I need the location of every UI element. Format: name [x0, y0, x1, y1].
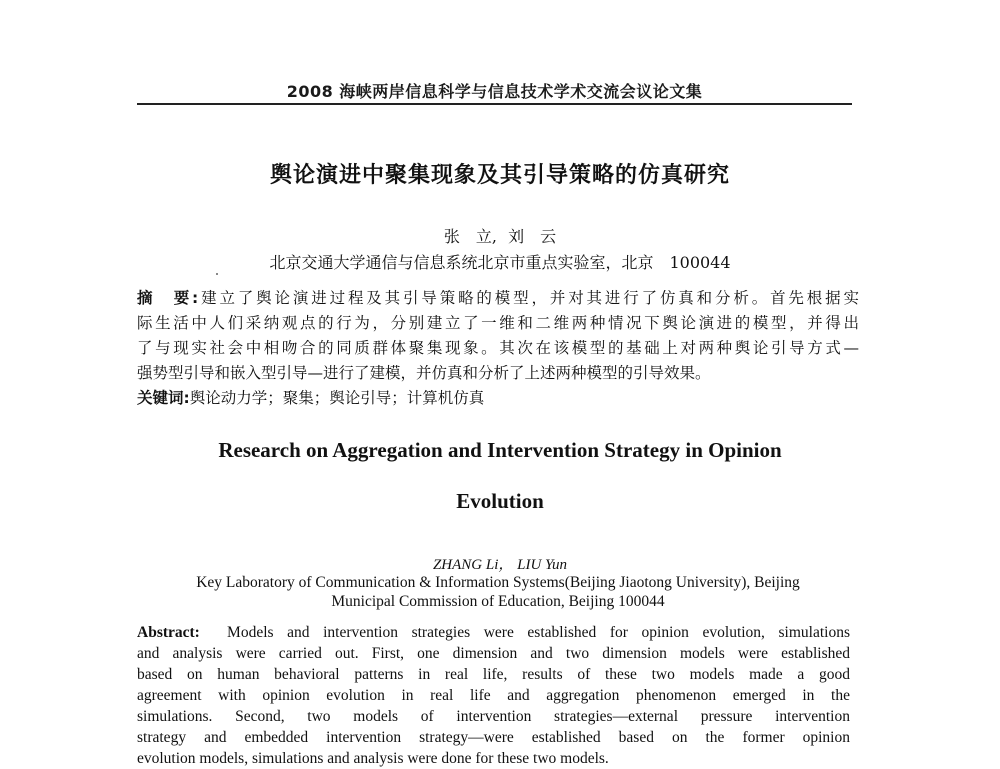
english-abstract-line: based on human behavioral patterns in real life, results of these two models made a good: [137, 666, 850, 683]
chinese-keywords: [137, 386, 859, 411]
running-header: 2008 海峡两岸信息科学与信息技术学术交流会议论文集: [286, 82, 703, 101]
english-title-line2: Evolution: [456, 489, 544, 513]
header-rule: [137, 103, 852, 105]
english-affiliation-line2: Municipal Commission of Education, Beijing 100044: [331, 593, 665, 610]
chinese-keywords-text: 舆论动力学；聚集；舆论引导；计算机仿真: [189, 389, 485, 407]
english-affiliation-line1: Key Laboratory of Communication & Information Systems(Beijing Jiaotong University), Beijing: [196, 574, 800, 591]
chinese-abstract-line: 际生活中人们采纳观点的行为，分别建立了一维和二维两种情况下舆论演进的模型，并得出: [137, 314, 859, 332]
chinese-abstract-line: 了与现实社会中相吻合的同质群体聚集现象。其次在该模型的基础上对两种舆论引导方式—: [137, 339, 859, 357]
chinese-abstract-line: 摘 要:建立了舆论演进过程及其引导策略的模型，并对其进行了仿真和分析。首先根据实: [137, 289, 859, 307]
english-abstract-line: agreement with opinion evolution in real life and aggregation phenomenon emerged in the: [137, 687, 850, 704]
scan-artifact-dot: [216, 273, 218, 275]
english-abstract-line: strategy and embedded intervention strategy—were established based on the former opinion: [137, 729, 850, 746]
english-abstract-label: Abstract:: [137, 624, 200, 641]
chinese-title: 舆论演进中聚集现象及其引导策略的仿真研究: [269, 163, 730, 188]
chinese-abstract-label: 摘 要:: [137, 289, 199, 307]
english-abstract-line: evolution models, simulations and analysis were done for these two models.: [137, 750, 609, 767]
chinese-abstract-line: 强势型引导和嵌入型引导—进行了建模，并仿真和分析了上述两种模型的引导效果。: [137, 364, 711, 382]
english-authors: ZHANG Li， LIU Yun: [432, 557, 568, 573]
chinese-affiliation: 北京交通大学通信与信息系统北京市重点实验室，北京 100044: [269, 253, 731, 272]
english-abstract-line: simulations. Second, two models of intervention strategies—external pressure intervention: [137, 708, 850, 725]
english-affiliation: [137, 573, 859, 611]
english-abstract: [137, 622, 850, 769]
english-title-line1: Research on Aggregation and Intervention Strategy in Opinion: [218, 438, 782, 462]
chinese-abstract: [137, 286, 859, 411]
english-abstract-line: Abstract: Models and intervention strategies were established for opinion evolution, simulations: [137, 624, 850, 641]
chinese-keywords-label: 关键词:: [137, 389, 190, 407]
chinese-authors: 张 立, 刘 云: [443, 227, 557, 246]
english-abstract-line: and analysis were carried out. First, one dimension and two dimension models were established: [137, 645, 850, 662]
